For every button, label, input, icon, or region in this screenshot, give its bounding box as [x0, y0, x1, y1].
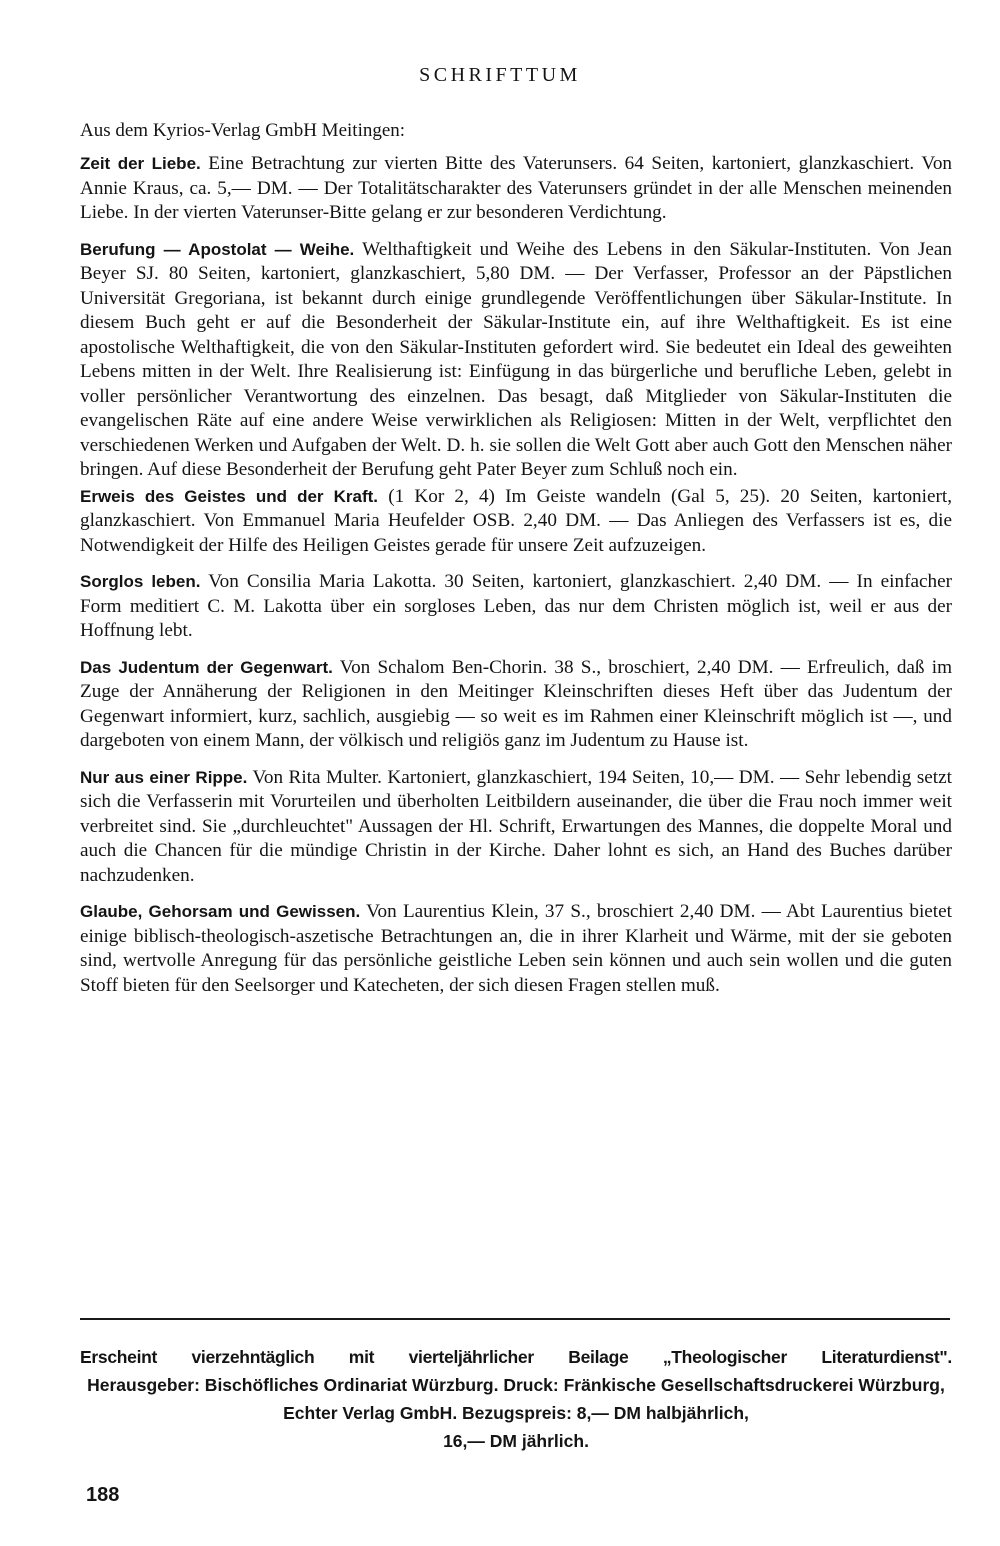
review-title: Das Judentum der Gegenwart.	[80, 657, 333, 677]
review-title: Erweis des Geistes und der Kraft.	[80, 486, 379, 506]
review-text: Eine Betrachtung zur vierten Bitte des Vaterunsers. 64 Seiten, kartoniert, glanzkaschiert. Von Annie Kraus, ca. 5,— DM. — Der Totalitätscharakter des Vaterunsers gründet in der alle Menschen meinenden Liebe. In der vierten Vaterunser-Bitte gelang er zur besonderen Verdichtung.	[80, 153, 953, 223]
review-entry	[80, 152, 952, 226]
review-list	[80, 152, 952, 1010]
review-entry	[80, 656, 952, 754]
publisher-intro: Aus dem Kyrios-Verlag GmbH Meitingen:	[80, 120, 406, 141]
review-entry	[80, 766, 952, 889]
review-text: Von Rita Multer. Kartoniert, glanzkaschiert, 194 Seiten, 10,— DM. — Sehr lebendig setzt sich die Verfasserin mit Vorurteilen und überholten Leitbildern auseinander, die über die Frau noch immer weit verbreitet sind. Sie „durchleuchtet" Aussagen der Hl. Schrift, Erwartungen des Mannes, die doppelte Moral und auch die Chancen für die mündige Christin in der Kirche. Daher lohnt es sich, an Hand des Buches darüber nachzudenken.	[80, 766, 952, 886]
review-title: Berufung — Apostolat — Weihe.	[80, 239, 355, 259]
imprint	[80, 1343, 952, 1455]
review-text: Von Consilia Maria Lakotta. 30 Seiten, kartoniert, glanzkaschiert. 2,40 DM. — In einfacher Form meditiert C. M. Lakotta über ein sorgloses Leben, das nur dem Christen möglich ist, weil er aus der Hoffnung lebt.	[80, 571, 953, 641]
review-title: Nur aus einer Rippe.	[80, 767, 248, 787]
review-entry	[80, 238, 952, 483]
review-entry	[80, 900, 952, 998]
review-text: Von Schalom Ben-Chorin. 38 S., broschiert, 2,40 DM. — Erfreulich, daß im Zuge der Annäherung der Religionen in den Meitinger Kleinschriften dieses Heft über das Judentum der Gegenwart informiert, kurz, sachlich, ausgiebig — so weit es im Rahmen einer Kleinschrift möglich ist —, und dargeboten von einem Mann, der völkisch und religiös ganz im Judentum zu Hause ist.	[80, 656, 952, 751]
footer-divider	[80, 1318, 950, 1320]
review-text: Welthaftigkeit und Weihe des Lebens in den Säkular-Instituten. Von Jean Beyer SJ. 80 Seiten, kartoniert, glanzkaschiert, 5,80 DM. — Der Verfasser, Professor an der Päpstlichen Universität Gregoriana, ist bekannt durch einige grundlegende Veröffentlichungen über Säkular-Institute. In diesem Buch geht er auf die Besonderheit der Säkular-Institute ein, auf ihre Welthaftigkeit. Es ist eine apostolische Welthaftigkeit, die von den Säkular-Instituten gefordert wird. Sie bedeutet ein Ideal des geweihten Lebens mitten in der Welt. Ihre Realisierung ist: Einfügung in das bürgerliche und berufliche Leben, gelebt in voller persönlicher Verantwortung des einzelnen. Das besagt, daß Mitglieder von Säkular-Instituten die evangelischen Räte auf eine andere Weise verwirklichen als Religiosen: Mitten in der Welt, verpflichtet den verschiedenen Werken und Aufgaben der Welt. D. h. sie sollen die Welt Gott aber auch Gott den Menschen näher bringen. Auf diese Besonderheit der Berufung geht Pater Beyer zum Schluß noch ein.	[80, 238, 952, 480]
page-header: SCHRIFTTUM	[419, 64, 581, 86]
imprint-line: Herausgeber: Bischöfliches Ordinariat Würzburg. Druck: Fränkische Gesellschaftsdruckerei Würzburg, Echter Verlag GmbH. Bezugspreis: 8,— DM halbjährlich,	[87, 1375, 945, 1423]
review-text: Von Laurentius Klein, 37 S., broschiert 2,40 DM. — Abt Laurentius bietet einige biblisch-theologisch-aszetische Betrachtungen an, die in ihrer Klarheit und Wärme, mit der sie geboten sind, wertvolle Anregung für das persönliche geistliche Leben sein können und auch sein wollen und die guten Stoff bieten für den Seelsorger und Katecheten, der sich diesen Fragen stellen muß.	[80, 901, 952, 996]
review-title: Zeit der Liebe.	[80, 154, 201, 173]
review-title: Glaube, Gehorsam und Gewissen.	[80, 902, 361, 921]
review-text: (1 Kor 2, 4) Im Geiste wandeln (Gal 5, 25). 20 Seiten, kartoniert, glanzkaschiert. Von Emmanuel Maria Heufelder OSB. 2,40 DM. — Das Anliegen des Verfassers ist es, die Notwendigkeit der Hilfe des Heiligen Geistes gerade für unsere Zeit aufzuzeigen.	[80, 485, 953, 556]
review-title: Sorglos leben.	[80, 572, 201, 591]
page-number: 188	[86, 1484, 120, 1506]
review-entry	[80, 485, 952, 559]
review-entry	[80, 570, 952, 644]
imprint-line: Erscheint vierzehntäglich mit vierteljährlicher Beilage „Theologischer Literaturdienst".	[80, 1347, 952, 1367]
imprint-line: 16,— DM jährlich.	[443, 1431, 589, 1451]
